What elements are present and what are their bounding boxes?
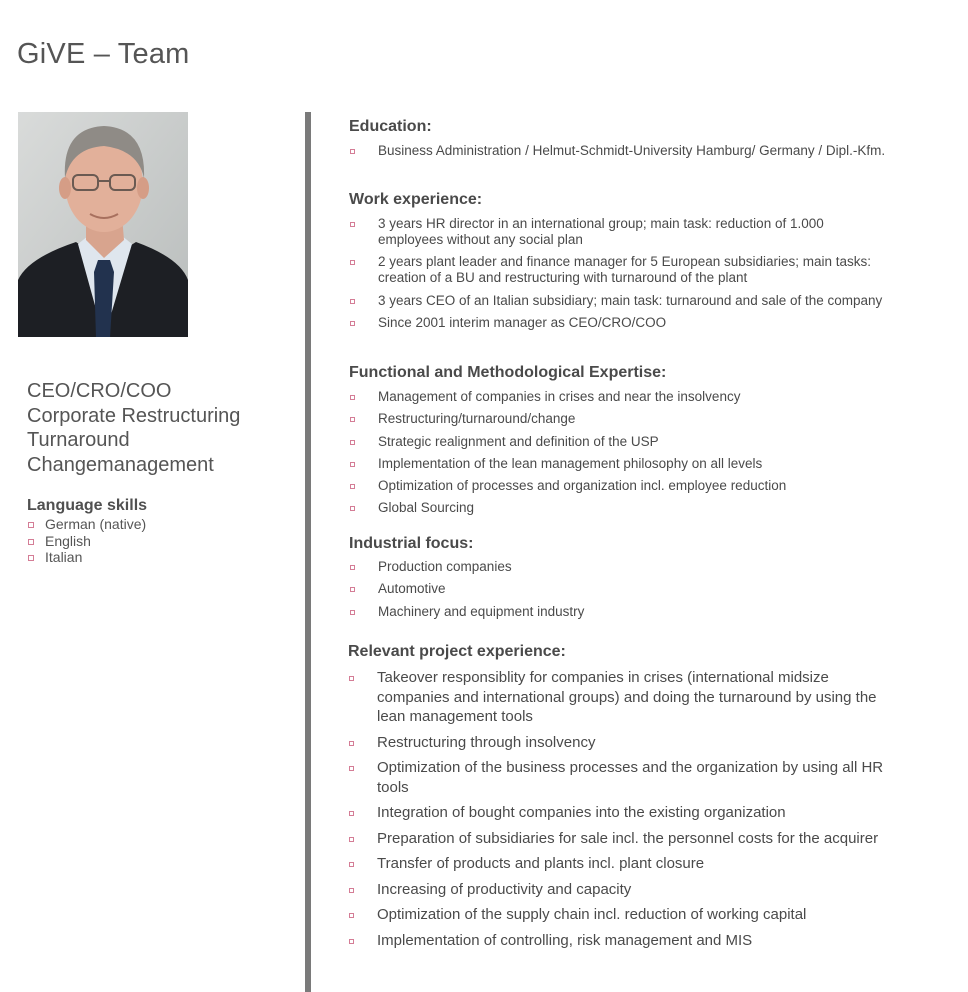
- bullet-icon: [350, 417, 355, 422]
- bullet-icon: [350, 565, 355, 570]
- list-item: Optimization of processes and organization incl. employee reduction: [349, 478, 889, 494]
- bullet-icon: [350, 440, 355, 445]
- industrial-focus-list: [349, 559, 889, 626]
- bullet-icon: [349, 939, 354, 944]
- list-item: Strategic realignment and definition of the USP: [349, 434, 889, 450]
- expertise-title: Functional and Methodological Expertise:: [349, 364, 667, 381]
- page-title: GiVE – Team: [17, 38, 190, 70]
- bullet-icon: [28, 539, 34, 545]
- bullet-icon: [350, 610, 355, 615]
- list-item: Implementation of the lean management philosophy on all levels: [349, 456, 889, 472]
- list-item: Global Sourcing: [349, 500, 889, 516]
- education-list: [349, 143, 889, 165]
- bullet-icon: [349, 741, 354, 746]
- role-line: Turnaround: [27, 429, 130, 451]
- list-item: Since 2001 interim manager as CEO/CRO/COO: [349, 315, 889, 331]
- bullet-icon: [349, 811, 354, 816]
- bullet-icon: [349, 837, 354, 842]
- list-item: 2 years plant leader and finance manager for 5 European subsidiaries; main tasks: creation of a BU and restructuring with turnaround of the plant: [349, 254, 889, 286]
- list-item: Production companies: [349, 559, 889, 575]
- bullet-icon: [28, 522, 34, 528]
- role-line: Corporate Restructuring: [27, 404, 241, 427]
- list-item: Restructuring/turnaround/change: [349, 411, 889, 427]
- bullet-icon: [350, 462, 355, 467]
- bullet-icon: [350, 395, 355, 400]
- bullet-icon: [349, 766, 354, 771]
- language-skills: [27, 497, 147, 566]
- list-item: Business Administration / Helmut-Schmidt-University Hamburg/ Germany / Dipl.-Kfm.: [349, 143, 889, 159]
- list-item: Management of companies in crises and near the insolvency: [349, 389, 889, 405]
- bullet-icon: [28, 555, 34, 561]
- list-item: Implementation of controlling, risk management and MIS: [348, 931, 898, 951]
- column-divider: [305, 112, 311, 992]
- bullet-icon: [350, 321, 355, 326]
- list-item: Restructuring through insolvency: [348, 733, 898, 753]
- role-line: CEO/CRO/COO: [27, 380, 172, 402]
- language-item: English: [27, 533, 147, 550]
- list-item: 3 years CEO of an Italian subsidiary; main task: turnaround and sale of the company: [349, 293, 889, 309]
- bullet-icon: [350, 260, 355, 265]
- language-skills-title: Language skills: [27, 497, 148, 514]
- project-experience-list: [348, 668, 898, 956]
- bullet-icon: [350, 484, 355, 489]
- list-item: Preparation of subsidiaries for sale incl. the personnel costs for the acquirer: [348, 829, 898, 849]
- work-experience-title: Work experience:: [349, 191, 483, 208]
- education-title: Education:: [349, 118, 432, 135]
- list-item: Increasing of productivity and capacity: [348, 880, 898, 900]
- language-item: German (native): [27, 516, 147, 533]
- list-item: 3 years HR director in an international group; main task: reduction of 1.000 employees without any social plan: [349, 216, 889, 248]
- list-item: Optimization of the supply chain incl. reduction of working capital: [348, 905, 898, 925]
- list-item: Machinery and equipment industry: [349, 604, 889, 620]
- bullet-icon: [349, 862, 354, 867]
- bullet-icon: [350, 222, 355, 227]
- list-item: Transfer of products and plants incl. plant closure: [348, 854, 898, 874]
- role-line: Changemanagement: [27, 453, 214, 476]
- project-experience-title: Relevant project experience:: [348, 643, 566, 660]
- bullet-icon: [349, 676, 354, 681]
- bullet-icon: [350, 587, 355, 592]
- expertise-list: [349, 389, 889, 523]
- language-list: [27, 516, 147, 566]
- bullet-icon: [349, 913, 354, 918]
- role-summary: [27, 379, 240, 477]
- list-item: Integration of bought companies into the existing organization: [348, 803, 898, 823]
- bullet-icon: [350, 149, 355, 154]
- bullet-icon: [349, 888, 354, 893]
- list-item: Optimization of the business processes and the organization by using all HR tools: [348, 758, 898, 797]
- work-experience-list: [349, 216, 889, 337]
- bullet-icon: [350, 299, 355, 304]
- list-item: Automotive: [349, 581, 889, 597]
- profile-photo: [18, 112, 188, 337]
- industrial-focus-title: Industrial focus:: [349, 535, 474, 552]
- list-item: Takeover responsiblity for companies in crises (international midsize companies and international groups) and doing the turnaround by using the lean management tools: [348, 668, 898, 727]
- language-item: Italian: [27, 549, 147, 566]
- bullet-icon: [350, 506, 355, 511]
